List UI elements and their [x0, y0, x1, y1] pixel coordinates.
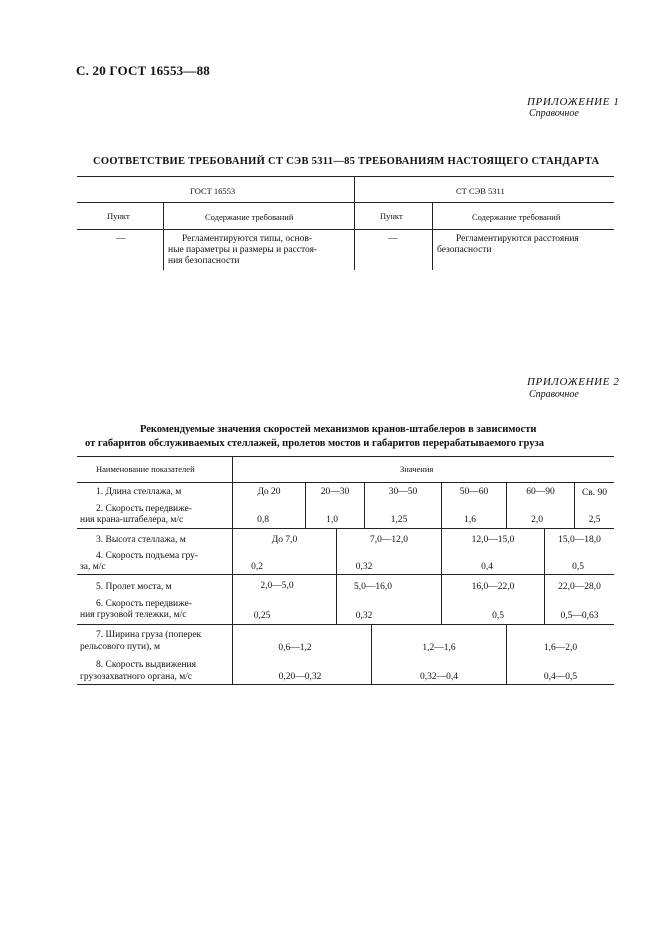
g1-top-2: 30—50	[388, 487, 418, 497]
g4-label-1b: рельсового пути), м	[80, 642, 160, 652]
g3-top-3: 22,0—28,0	[558, 582, 601, 592]
col-point-left: Пункт	[107, 211, 130, 221]
col-st-sev: СТ СЭВ 5311	[456, 186, 505, 196]
appendix-2-note: Справочное	[529, 389, 579, 400]
g4-top-1: 1,2—1,6	[422, 643, 456, 653]
g1-top-3: 50—60	[459, 487, 489, 497]
g2-top-2: 12,0—15,0	[471, 535, 515, 545]
g2-label-2a: 4. Скорость подъема гру-	[96, 551, 199, 561]
g2-label-2b: за, м/с	[80, 562, 106, 572]
g2-bottom-1: 0,32	[355, 562, 373, 572]
g2-bottom-2: 0,4	[481, 562, 493, 572]
appendix-2-title-2: от габаритов обслуживаемых стеллажей, пролетов мостов и габаритов перерабатываемого груза	[85, 438, 544, 449]
g2-top-1: 7,0—12,0	[370, 535, 408, 545]
appendix-1-title: СООТВЕТСТВИЕ ТРЕБОВАНИЙ СТ СЭВ 5311—85 ТРЕБОВАНИЯМ НАСТОЯЩЕГО СТАНДАРТА	[93, 156, 600, 167]
g1-top-5: Св. 90	[581, 488, 608, 498]
g1-bottom-0: 0,8	[257, 515, 269, 525]
g1-bottom-1: 1,0	[326, 515, 338, 525]
row-text-right-1: Регламентируются расстояния	[456, 234, 579, 244]
g4-label-2b: грузозахватного органа, м/с	[80, 672, 193, 682]
appendix-2-label: ПРИЛОЖЕНИЕ 2	[527, 376, 620, 388]
g2-label-1: 3. Высота стеллажа, м	[96, 535, 186, 545]
row-text-left-2: ные параметры и размеры и расстоя-	[168, 245, 318, 255]
col-gost: ГОСТ 16553	[190, 186, 236, 196]
col-content-left: Содержание требований	[205, 212, 294, 222]
g3-bottom-0: 0,25	[253, 611, 271, 621]
g4-label-1a: 7. Ширина груза (поперек	[96, 630, 202, 640]
row-text-left-3: ния безопасности	[168, 256, 240, 266]
g1-top-1: 20—30	[320, 487, 350, 497]
g4-bottom-2: 0,4—0,5	[543, 672, 578, 682]
page-header: С. 20 ГОСТ 16553—88	[76, 63, 210, 78]
g4-bottom-1: 0,32—0,4	[420, 672, 458, 682]
appendix-1-note: Справочное	[529, 108, 579, 119]
g1-label-2a: 2. Скорость передвиже-	[96, 504, 192, 514]
g1-label-2b: ния крана-штабелера, м/с	[80, 515, 184, 525]
g3-label-2a: 6. Скорость передвиже-	[96, 599, 192, 609]
col-content-right: Содержание требований	[472, 212, 561, 222]
col-point-right: Пункт	[380, 211, 403, 221]
g3-label-1: 5. Пролет моста, м	[96, 582, 172, 592]
col-values: Значения	[400, 464, 434, 474]
g2-top-0: До 7,0	[271, 535, 298, 545]
row-text-left-1: Регламентируются типы, основ-	[182, 234, 313, 244]
g3-label-2b: ния грузовой тележки, м/с	[80, 610, 187, 620]
g3-top-1: 5,0—16,0	[354, 582, 392, 592]
g1-label-1: 1. Длина стеллажа, м	[96, 487, 182, 497]
g3-bottom-1: 0,32	[355, 611, 373, 621]
g2-bottom-0: 0,2	[251, 562, 263, 572]
col-name: Наименование показателей	[96, 464, 195, 474]
g4-top-0: 0,6—1,2	[278, 643, 312, 653]
g3-top-2: 16,0—22,0	[471, 582, 515, 592]
row-point-left: —	[116, 234, 126, 244]
row-point-right: —	[388, 234, 398, 244]
appendix-2-title-1: Рекомендуемые значения скоростей механизмов кранов-штабелеров в зависимости	[140, 424, 537, 435]
g4-label-2a: 8. Скорость выдвижения	[96, 660, 196, 670]
g4-bottom-0: 0,20—0,32	[278, 672, 322, 682]
g1-top-0: До 20	[257, 487, 281, 497]
g1-bottom-5: 2,5	[588, 515, 601, 525]
g3-bottom-2: 0,5	[492, 611, 504, 621]
g1-top-4: 60—90	[526, 487, 555, 497]
g4-top-2: 1,6—2,0	[543, 643, 578, 653]
g1-bottom-4: 2,0	[531, 515, 543, 525]
appendix-1-label: ПРИЛОЖЕНИЕ 1	[527, 96, 620, 108]
g3-top-0: 2,0—5,0	[260, 581, 294, 591]
g2-top-3: 15,0—18,0	[558, 535, 601, 545]
g1-bottom-3: 1,6	[464, 515, 476, 525]
row-text-right-2: безопасности	[437, 245, 492, 255]
g1-bottom-2: 1,25	[390, 515, 408, 525]
g2-bottom-3: 0,5	[572, 562, 584, 572]
g3-bottom-3: 0,5—0,63	[560, 611, 599, 621]
